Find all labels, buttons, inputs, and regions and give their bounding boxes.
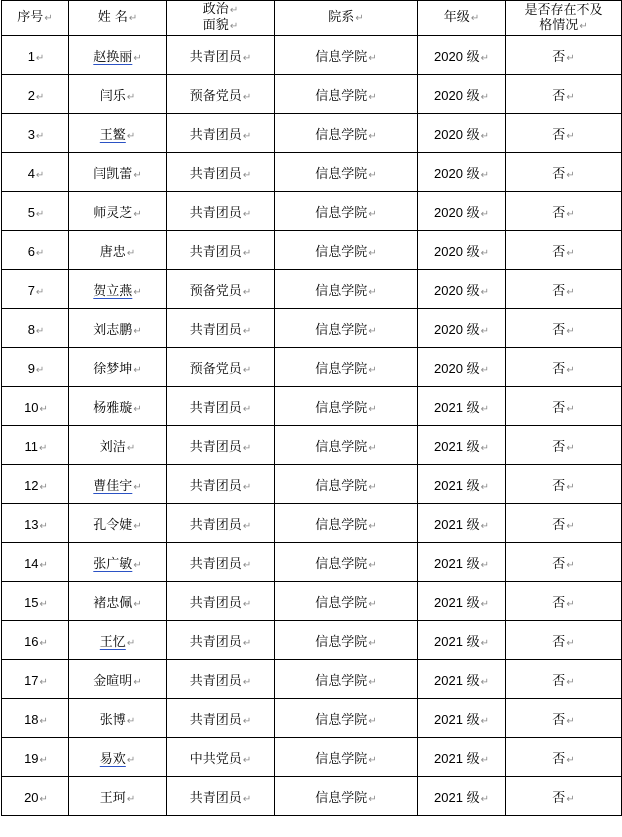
cell-failing: 否↵ bbox=[506, 114, 622, 153]
paragraph-mark-icon: ↵ bbox=[39, 794, 48, 805]
paragraph-mark-icon: ↵ bbox=[133, 676, 142, 688]
paragraph-mark-icon: ↵ bbox=[39, 404, 48, 415]
paragraph-mark-icon: ↵ bbox=[39, 755, 48, 766]
paragraph-mark-icon: ↵ bbox=[242, 169, 252, 181]
cell-grade: 2021 级↵ bbox=[418, 699, 506, 738]
cell-name: 赵换丽↵ bbox=[69, 36, 167, 75]
cell-index: 3↵ bbox=[2, 114, 69, 153]
cell-failing: 否↵ bbox=[506, 777, 622, 816]
paragraph-mark-icon: ↵ bbox=[480, 677, 489, 688]
paragraph-mark-icon: ↵ bbox=[242, 598, 252, 610]
paragraph-mark-icon: ↵ bbox=[35, 170, 45, 181]
paragraph-mark-icon: ↵ bbox=[35, 209, 45, 220]
cell-index: 13↵ bbox=[2, 504, 69, 543]
paragraph-mark-icon: ↵ bbox=[35, 365, 45, 376]
paragraph-mark-icon: ↵ bbox=[566, 793, 575, 805]
cell-index: 11↵ bbox=[2, 426, 69, 465]
paragraph-mark-icon: ↵ bbox=[480, 560, 489, 571]
cell-failing: 否↵ bbox=[506, 582, 622, 621]
cell-political: 共青团员↵ bbox=[167, 114, 275, 153]
cell-political: 中共党员↵ bbox=[167, 738, 275, 777]
cell-grade: 2021 级↵ bbox=[418, 621, 506, 660]
header-grade: 年级↵ bbox=[418, 1, 506, 36]
cell-department: 信息学院↵ bbox=[275, 777, 418, 816]
cell-political: 共青团员↵ bbox=[167, 426, 275, 465]
cell-name: 杨雅璇↵ bbox=[69, 387, 167, 426]
table-row bbox=[2, 231, 622, 270]
paragraph-mark-icon: ↵ bbox=[242, 481, 252, 493]
table-row bbox=[2, 660, 622, 699]
cell-name: 刘志鹏↵ bbox=[69, 309, 167, 348]
cell-department: 信息学院↵ bbox=[275, 504, 418, 543]
cell-grade: 2020 级↵ bbox=[418, 192, 506, 231]
paragraph-mark-icon: ↵ bbox=[133, 169, 142, 181]
cell-failing: 否↵ bbox=[506, 36, 622, 75]
cell-department: 信息学院↵ bbox=[275, 192, 418, 231]
cell-index: 1↵ bbox=[2, 36, 69, 75]
cell-department: 信息学院↵ bbox=[275, 387, 418, 426]
cell-political: 预备党员↵ bbox=[167, 348, 275, 387]
cell-failing: 否↵ bbox=[506, 231, 622, 270]
paragraph-mark-icon: ↵ bbox=[126, 637, 136, 649]
paragraph-mark-icon: ↵ bbox=[480, 482, 489, 493]
cell-political: 共青团员↵ bbox=[167, 582, 275, 621]
paragraph-mark-icon: ↵ bbox=[133, 481, 142, 493]
paragraph-mark-icon: ↵ bbox=[133, 364, 142, 376]
paragraph-mark-icon: ↵ bbox=[35, 131, 45, 142]
paragraph-mark-icon: ↵ bbox=[126, 793, 136, 805]
table-row bbox=[2, 75, 622, 114]
cell-failing: 否↵ bbox=[506, 309, 622, 348]
paragraph-mark-icon: ↵ bbox=[242, 364, 252, 376]
paragraph-mark-icon: ↵ bbox=[566, 481, 575, 493]
cell-political: 共青团员↵ bbox=[167, 543, 275, 582]
paragraph-mark-icon: ↵ bbox=[480, 755, 489, 766]
cell-name: 王珂↵ bbox=[69, 777, 167, 816]
paragraph-mark-icon: ↵ bbox=[368, 481, 377, 493]
table-row bbox=[2, 738, 622, 777]
paragraph-mark-icon: ↵ bbox=[39, 482, 48, 493]
paragraph-mark-icon: ↵ bbox=[480, 92, 489, 103]
header-row bbox=[2, 1, 622, 36]
paragraph-mark-icon: ↵ bbox=[566, 286, 575, 298]
table-row bbox=[2, 348, 622, 387]
table-row bbox=[2, 504, 622, 543]
cell-grade: 2021 级↵ bbox=[418, 582, 506, 621]
paragraph-mark-icon: ↵ bbox=[39, 638, 48, 649]
paragraph-mark-icon: ↵ bbox=[133, 403, 142, 415]
cell-political: 共青团员↵ bbox=[167, 309, 275, 348]
paragraph-mark-icon: ↵ bbox=[126, 715, 136, 727]
paragraph-mark-icon: ↵ bbox=[39, 443, 48, 454]
cell-index: 4↵ bbox=[2, 153, 69, 192]
paragraph-mark-icon: ↵ bbox=[368, 169, 377, 181]
cell-grade: 2020 级↵ bbox=[418, 270, 506, 309]
student-table bbox=[1, 0, 622, 816]
paragraph-mark-icon: ↵ bbox=[133, 208, 142, 220]
paragraph-mark-icon: ↵ bbox=[480, 248, 489, 259]
paragraph-mark-icon: ↵ bbox=[368, 91, 377, 103]
table-row bbox=[2, 582, 622, 621]
paragraph-mark-icon: ↵ bbox=[355, 13, 364, 24]
cell-index: 5↵ bbox=[2, 192, 69, 231]
cell-name: 金暄明↵ bbox=[69, 660, 167, 699]
cell-grade: 2020 级↵ bbox=[418, 153, 506, 192]
paragraph-mark-icon: ↵ bbox=[480, 716, 489, 727]
paragraph-mark-icon: ↵ bbox=[566, 637, 575, 649]
cell-failing: 否↵ bbox=[506, 699, 622, 738]
paragraph-mark-icon: ↵ bbox=[242, 520, 252, 532]
paragraph-mark-icon: ↵ bbox=[39, 521, 48, 532]
cell-political: 共青团员↵ bbox=[167, 660, 275, 699]
table-row bbox=[2, 699, 622, 738]
paragraph-mark-icon: ↵ bbox=[368, 130, 377, 142]
paragraph-mark-icon: ↵ bbox=[368, 364, 377, 376]
header-index: 序号↵ bbox=[2, 1, 69, 36]
cell-political: 共青团员↵ bbox=[167, 192, 275, 231]
paragraph-mark-icon: ↵ bbox=[242, 208, 252, 220]
cell-department: 信息学院↵ bbox=[275, 231, 418, 270]
cell-grade: 2020 级↵ bbox=[418, 231, 506, 270]
cell-name: 刘洁↵ bbox=[69, 426, 167, 465]
paragraph-mark-icon: ↵ bbox=[35, 53, 45, 64]
cell-name: 唐忠↵ bbox=[69, 231, 167, 270]
paragraph-mark-icon: ↵ bbox=[242, 130, 252, 142]
cell-department: 信息学院↵ bbox=[275, 309, 418, 348]
header-political: 政治↵ 面貌↵ bbox=[167, 1, 275, 36]
paragraph-mark-icon: ↵ bbox=[242, 793, 252, 805]
cell-grade: 2021 级↵ bbox=[418, 465, 506, 504]
table-body bbox=[2, 36, 622, 816]
cell-name: 贺立燕↵ bbox=[69, 270, 167, 309]
paragraph-mark-icon: ↵ bbox=[566, 52, 575, 64]
paragraph-mark-icon: ↵ bbox=[480, 404, 489, 415]
cell-name: 张博↵ bbox=[69, 699, 167, 738]
paragraph-mark-icon: ↵ bbox=[566, 559, 575, 571]
paragraph-mark-icon: ↵ bbox=[35, 92, 45, 103]
cell-failing: 否↵ bbox=[506, 153, 622, 192]
paragraph-mark-icon: ↵ bbox=[470, 13, 480, 24]
paragraph-mark-icon: ↵ bbox=[39, 716, 48, 727]
paragraph-mark-icon: ↵ bbox=[368, 676, 377, 688]
paragraph-mark-icon: ↵ bbox=[566, 169, 575, 181]
cell-grade: 2021 级↵ bbox=[418, 543, 506, 582]
paragraph-mark-icon: ↵ bbox=[126, 754, 136, 766]
paragraph-mark-icon: ↵ bbox=[368, 325, 377, 337]
paragraph-mark-icon: ↵ bbox=[480, 53, 489, 64]
paragraph-mark-icon: ↵ bbox=[133, 520, 142, 532]
paragraph-mark-icon: ↵ bbox=[133, 325, 142, 337]
paragraph-mark-icon: ↵ bbox=[566, 715, 575, 727]
table-row bbox=[2, 192, 622, 231]
cell-department: 信息学院↵ bbox=[275, 114, 418, 153]
cell-index: 7↵ bbox=[2, 270, 69, 309]
paragraph-mark-icon: ↵ bbox=[242, 715, 252, 727]
cell-political: 共青团员↵ bbox=[167, 621, 275, 660]
paragraph-mark-icon: ↵ bbox=[242, 286, 252, 298]
cell-failing: 否↵ bbox=[506, 543, 622, 582]
paragraph-mark-icon: ↵ bbox=[368, 403, 377, 415]
cell-failing: 否↵ bbox=[506, 192, 622, 231]
paragraph-mark-icon: ↵ bbox=[126, 91, 136, 103]
paragraph-mark-icon: ↵ bbox=[126, 247, 136, 259]
cell-failing: 否↵ bbox=[506, 426, 622, 465]
paragraph-mark-icon: ↵ bbox=[39, 599, 48, 610]
table-row bbox=[2, 777, 622, 816]
paragraph-mark-icon: ↵ bbox=[242, 325, 252, 337]
paragraph-mark-icon: ↵ bbox=[566, 520, 575, 532]
cell-failing: 否↵ bbox=[506, 348, 622, 387]
paragraph-mark-icon: ↵ bbox=[229, 5, 239, 16]
cell-index: 16↵ bbox=[2, 621, 69, 660]
paragraph-mark-icon: ↵ bbox=[242, 52, 252, 64]
cell-index: 6↵ bbox=[2, 231, 69, 270]
paragraph-mark-icon: ↵ bbox=[35, 248, 45, 259]
cell-index: 2↵ bbox=[2, 75, 69, 114]
table-row bbox=[2, 36, 622, 75]
cell-department: 信息学院↵ bbox=[275, 36, 418, 75]
paragraph-mark-icon: ↵ bbox=[368, 793, 377, 805]
paragraph-mark-icon: ↵ bbox=[133, 559, 142, 571]
paragraph-mark-icon: ↵ bbox=[126, 442, 136, 454]
cell-political: 共青团员↵ bbox=[167, 465, 275, 504]
cell-department: 信息学院↵ bbox=[275, 582, 418, 621]
paragraph-mark-icon: ↵ bbox=[566, 676, 575, 688]
paragraph-mark-icon: ↵ bbox=[480, 365, 489, 376]
cell-department: 信息学院↵ bbox=[275, 465, 418, 504]
cell-department: 信息学院↵ bbox=[275, 348, 418, 387]
paragraph-mark-icon: ↵ bbox=[133, 286, 142, 298]
cell-name: 闫凯蕾↵ bbox=[69, 153, 167, 192]
cell-grade: 2021 级↵ bbox=[418, 426, 506, 465]
paragraph-mark-icon: ↵ bbox=[39, 560, 48, 571]
cell-name: 王忆↵ bbox=[69, 621, 167, 660]
cell-index: 10↵ bbox=[2, 387, 69, 426]
paragraph-mark-icon: ↵ bbox=[242, 559, 252, 571]
cell-index: 15↵ bbox=[2, 582, 69, 621]
paragraph-mark-icon: ↵ bbox=[242, 754, 252, 766]
paragraph-mark-icon: ↵ bbox=[128, 13, 138, 24]
cell-political: 共青团员↵ bbox=[167, 387, 275, 426]
cell-political: 共青团员↵ bbox=[167, 777, 275, 816]
paragraph-mark-icon: ↵ bbox=[566, 598, 575, 610]
paragraph-mark-icon: ↵ bbox=[566, 442, 575, 454]
paragraph-mark-icon: ↵ bbox=[242, 442, 252, 454]
paragraph-mark-icon: ↵ bbox=[566, 208, 575, 220]
cell-grade: 2021 级↵ bbox=[418, 387, 506, 426]
paragraph-mark-icon: ↵ bbox=[368, 442, 377, 454]
table-row bbox=[2, 465, 622, 504]
cell-name: 徐梦坤↵ bbox=[69, 348, 167, 387]
paragraph-mark-icon: ↵ bbox=[368, 208, 377, 220]
paragraph-mark-icon: ↵ bbox=[566, 325, 575, 337]
cell-name: 王鳘↵ bbox=[69, 114, 167, 153]
cell-department: 信息学院↵ bbox=[275, 699, 418, 738]
cell-department: 信息学院↵ bbox=[275, 270, 418, 309]
table-row bbox=[2, 309, 622, 348]
header-failing: 是否存在不及 格情况↵ bbox=[506, 1, 622, 36]
paragraph-mark-icon: ↵ bbox=[566, 247, 575, 259]
paragraph-mark-icon: ↵ bbox=[480, 209, 489, 220]
cell-name: 孔令婕↵ bbox=[69, 504, 167, 543]
cell-name: 褚忠佩↵ bbox=[69, 582, 167, 621]
cell-index: 18↵ bbox=[2, 699, 69, 738]
paragraph-mark-icon: ↵ bbox=[480, 794, 489, 805]
cell-grade: 2020 级↵ bbox=[418, 75, 506, 114]
paragraph-mark-icon: ↵ bbox=[242, 403, 252, 415]
cell-grade: 2021 级↵ bbox=[418, 660, 506, 699]
cell-failing: 否↵ bbox=[506, 270, 622, 309]
cell-department: 信息学院↵ bbox=[275, 153, 418, 192]
header-name: 姓 名↵ bbox=[69, 1, 167, 36]
paragraph-mark-icon: ↵ bbox=[242, 247, 252, 259]
cell-political: 预备党员↵ bbox=[167, 270, 275, 309]
cell-index: 20↵ bbox=[2, 777, 69, 816]
paragraph-mark-icon: ↵ bbox=[368, 520, 377, 532]
table-row bbox=[2, 153, 622, 192]
cell-grade: 2021 级↵ bbox=[418, 738, 506, 777]
cell-department: 信息学院↵ bbox=[275, 660, 418, 699]
paragraph-mark-icon: ↵ bbox=[480, 638, 489, 649]
header-department: 院系↵ bbox=[275, 1, 418, 36]
table-row bbox=[2, 387, 622, 426]
paragraph-mark-icon: ↵ bbox=[579, 20, 588, 32]
table-row bbox=[2, 543, 622, 582]
cell-index: 19↵ bbox=[2, 738, 69, 777]
cell-name: 师灵芝↵ bbox=[69, 192, 167, 231]
table-row bbox=[2, 270, 622, 309]
cell-department: 信息学院↵ bbox=[275, 543, 418, 582]
cell-index: 12↵ bbox=[2, 465, 69, 504]
cell-index: 8↵ bbox=[2, 309, 69, 348]
cell-political: 共青团员↵ bbox=[167, 231, 275, 270]
paragraph-mark-icon: ↵ bbox=[368, 52, 377, 64]
cell-failing: 否↵ bbox=[506, 75, 622, 114]
table-row bbox=[2, 114, 622, 153]
paragraph-mark-icon: ↵ bbox=[566, 403, 575, 415]
cell-failing: 否↵ bbox=[506, 387, 622, 426]
paragraph-mark-icon: ↵ bbox=[368, 286, 377, 298]
cell-name: 易欢↵ bbox=[69, 738, 167, 777]
paragraph-mark-icon: ↵ bbox=[566, 130, 575, 142]
paragraph-mark-icon: ↵ bbox=[480, 287, 489, 298]
paragraph-mark-icon: ↵ bbox=[229, 21, 239, 32]
paragraph-mark-icon: ↵ bbox=[480, 170, 489, 181]
table-header bbox=[2, 1, 622, 36]
cell-political: 共青团员↵ bbox=[167, 36, 275, 75]
cell-name: 闫乐↵ bbox=[69, 75, 167, 114]
paragraph-mark-icon: ↵ bbox=[566, 754, 575, 766]
cell-name: 曹佳宇↵ bbox=[69, 465, 167, 504]
cell-index: 17↵ bbox=[2, 660, 69, 699]
paragraph-mark-icon: ↵ bbox=[566, 91, 575, 103]
cell-grade: 2020 级↵ bbox=[418, 36, 506, 75]
paragraph-mark-icon: ↵ bbox=[35, 326, 45, 337]
paragraph-mark-icon: ↵ bbox=[480, 131, 489, 142]
cell-grade: 2020 级↵ bbox=[418, 114, 506, 153]
paragraph-mark-icon: ↵ bbox=[44, 13, 53, 24]
cell-department: 信息学院↵ bbox=[275, 75, 418, 114]
paragraph-mark-icon: ↵ bbox=[126, 130, 136, 142]
paragraph-mark-icon: ↵ bbox=[480, 443, 489, 454]
table-row bbox=[2, 426, 622, 465]
paragraph-mark-icon: ↵ bbox=[368, 598, 377, 610]
paragraph-mark-icon: ↵ bbox=[242, 676, 252, 688]
paragraph-mark-icon: ↵ bbox=[39, 677, 48, 688]
cell-failing: 否↵ bbox=[506, 465, 622, 504]
cell-grade: 2021 级↵ bbox=[418, 504, 506, 543]
cell-index: 9↵ bbox=[2, 348, 69, 387]
paragraph-mark-icon: ↵ bbox=[480, 599, 489, 610]
cell-political: 预备党员↵ bbox=[167, 75, 275, 114]
cell-political: 共青团员↵ bbox=[167, 699, 275, 738]
paragraph-mark-icon: ↵ bbox=[480, 326, 489, 337]
paragraph-mark-icon: ↵ bbox=[133, 52, 142, 64]
cell-grade: 2021 级↵ bbox=[418, 777, 506, 816]
cell-failing: 否↵ bbox=[506, 504, 622, 543]
paragraph-mark-icon: ↵ bbox=[368, 247, 377, 259]
cell-grade: 2020 级↵ bbox=[418, 309, 506, 348]
cell-name: 张广敏↵ bbox=[69, 543, 167, 582]
cell-department: 信息学院↵ bbox=[275, 738, 418, 777]
cell-failing: 否↵ bbox=[506, 660, 622, 699]
cell-department: 信息学院↵ bbox=[275, 426, 418, 465]
cell-grade: 2020 级↵ bbox=[418, 348, 506, 387]
table-row bbox=[2, 621, 622, 660]
paragraph-mark-icon: ↵ bbox=[368, 637, 377, 649]
paragraph-mark-icon: ↵ bbox=[368, 715, 377, 727]
cell-failing: 否↵ bbox=[506, 738, 622, 777]
cell-political: 共青团员↵ bbox=[167, 504, 275, 543]
paragraph-mark-icon: ↵ bbox=[133, 598, 142, 610]
paragraph-mark-icon: ↵ bbox=[242, 637, 252, 649]
paragraph-mark-icon: ↵ bbox=[368, 754, 377, 766]
paragraph-mark-icon: ↵ bbox=[566, 364, 575, 376]
cell-department: 信息学院↵ bbox=[275, 621, 418, 660]
cell-failing: 否↵ bbox=[506, 621, 622, 660]
cell-political: 共青团员↵ bbox=[167, 153, 275, 192]
paragraph-mark-icon: ↵ bbox=[368, 559, 377, 571]
paragraph-mark-icon: ↵ bbox=[35, 287, 45, 298]
paragraph-mark-icon: ↵ bbox=[242, 91, 252, 103]
paragraph-mark-icon: ↵ bbox=[480, 521, 489, 532]
cell-index: 14↵ bbox=[2, 543, 69, 582]
